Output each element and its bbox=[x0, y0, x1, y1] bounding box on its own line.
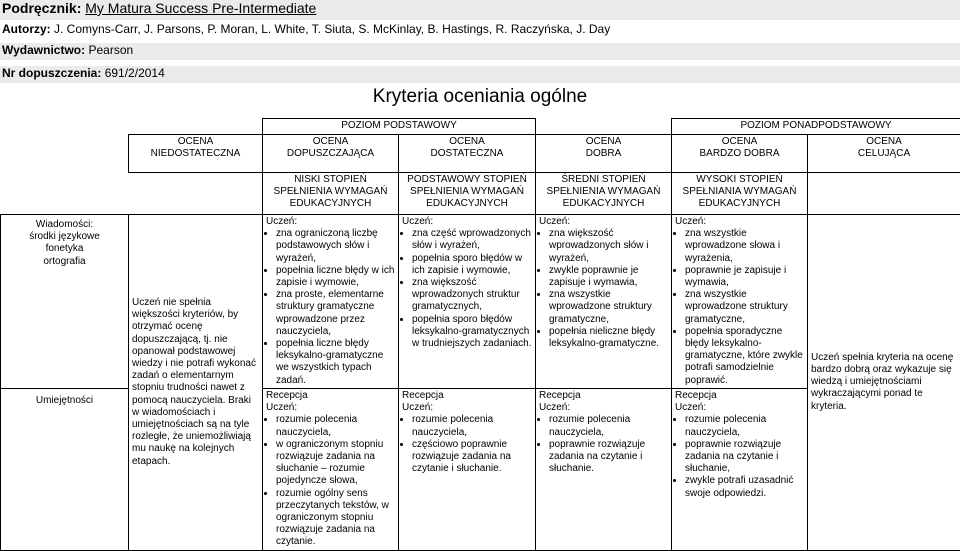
list-item: • rozumie ogólny sens przeczytanych tekstów, w ograniczonym stopniu rozwiązuje zadania na czytanie. bbox=[276, 488, 395, 549]
section-title: Recepcja bbox=[266, 390, 395, 402]
grade-header-good bbox=[536, 135, 672, 173]
student-heading: Uczeń: bbox=[402, 402, 532, 414]
grade-header-satisfactory bbox=[399, 135, 536, 173]
student-heading: Uczeń: bbox=[675, 216, 804, 228]
grade-name: CELUJĄCA bbox=[811, 148, 957, 160]
grade-word: OCENA bbox=[402, 136, 532, 148]
stage-header-basic bbox=[399, 173, 536, 215]
list-item: • zwykle potrafi uzasadnić swoje odpowiedzi. bbox=[685, 475, 804, 499]
section-title: Recepcja bbox=[539, 390, 668, 402]
grade-header-excellent bbox=[808, 135, 960, 173]
section-title: Recepcja bbox=[402, 390, 532, 402]
stage-line: EDUKACYJNYCH bbox=[402, 198, 532, 210]
insufficient-description: Uczeń nie spełnia większości kryteriów, by otrzymać ocenę dopuszczającą, tj. nie opanował podstawowej wiedzy i nie potrafi wykonać zadań o elementarnym stopniu trudności nawet z pomocą nauczyciela. Braki w wiadomościach i umiejętnościach są na tyle rozległe, że uniemożliwiają mu naukę na kolejnych etapach. bbox=[129, 215, 263, 551]
grade-word: OCENA bbox=[539, 136, 668, 148]
list-item: • poprawnie je zapisuje i wymawia, bbox=[685, 265, 804, 289]
list-item: • zna wszystkie wprowadzone struktury gramatyczne, bbox=[685, 289, 804, 326]
stage-line: NISKI STOPIEŃ bbox=[266, 174, 395, 186]
grade-header-sufficient bbox=[263, 135, 399, 173]
list-item: • rozumie polecenia nauczyciela, bbox=[276, 414, 395, 438]
list-item: • zna proste, elementarne struktury gramatyczne wprowadzone przez nauczyciela, bbox=[276, 289, 395, 338]
list-item: • popełnia liczne błędy w ich zapisie i wymowie, bbox=[276, 265, 395, 289]
blank-cell bbox=[1, 135, 129, 173]
publisher-label: Wydawnictwo: bbox=[2, 43, 85, 57]
list-item: • zna wszystkie wprowadzone struktury gramatyczne, bbox=[549, 289, 668, 326]
list-item: • popełnia sporo błędów leksykalno-gramatycznych w trudniejszych zadaniach. bbox=[412, 314, 532, 351]
grade-name: BARDZO DOBRA bbox=[675, 148, 804, 160]
list-item: • zna większość wprowadzonych struktur gramatycznych, bbox=[412, 277, 532, 314]
section-title: Recepcja bbox=[675, 390, 804, 402]
student-heading: Uczeń: bbox=[539, 402, 668, 414]
stage-line: PODSTAWOWY STOPIEŃ bbox=[402, 174, 532, 186]
grade-word: OCENA bbox=[675, 136, 804, 148]
list-item: • zwykle poprawnie je zapisuje i wymawia, bbox=[549, 265, 668, 289]
publisher-value: Pearson bbox=[88, 43, 133, 57]
satisfactory-knowledge bbox=[399, 215, 536, 389]
row-label-line: Wiadomości: bbox=[4, 219, 125, 231]
sufficient-skills bbox=[263, 389, 399, 551]
very-good-knowledge bbox=[672, 215, 808, 389]
list-item: • poprawnie rozwiązuje zadania na czytanie i słuchanie, bbox=[685, 439, 804, 476]
page-title: Kryteria oceniania ogólne bbox=[0, 86, 960, 108]
grade-word: OCENA bbox=[811, 136, 957, 148]
row-label-skills: Umiejętności bbox=[1, 389, 129, 551]
stage-line: WYSOKI STOPIEŃ bbox=[675, 174, 804, 186]
list-item: • zna wszystkie wprowadzone słowa i wyrażenia, bbox=[685, 228, 804, 265]
blank-cell bbox=[808, 173, 960, 215]
list-item: • częściowo poprawnie rozwiązuje zadania na czytanie i słuchanie. bbox=[412, 439, 532, 476]
stage-line: SPEŁNIENIA WYMAGAŃ bbox=[539, 186, 668, 198]
blank-cell bbox=[129, 119, 263, 135]
list-item: • rozumie polecenia nauczyciela, bbox=[549, 414, 668, 438]
stage-line: SPEŁNIENIA WYMAGAŃ bbox=[402, 186, 532, 198]
textbook-title[interactable]: My Matura Success Pre-Intermediate bbox=[85, 0, 316, 16]
list-item: • popełnia sporadyczne błędy leksykalno-gramatyczne, które zwykle potrafi samodzielnie poprawić. bbox=[685, 326, 804, 387]
blank-cell bbox=[1, 173, 129, 215]
stage-line: EDUKACYJNYCH bbox=[675, 198, 804, 210]
stage-line: EDUKACYJNYCH bbox=[539, 198, 668, 210]
list-item: • popełnia liczne błędy leksykalno-gramatyczne we wszystkich typach zadań. bbox=[276, 338, 395, 387]
stage-line: ŚREDNI STOPIEŃ bbox=[539, 174, 668, 186]
textbook-line bbox=[0, 0, 960, 20]
satisfactory-skills bbox=[399, 389, 536, 551]
sufficient-knowledge bbox=[263, 215, 399, 389]
student-heading: Uczeń: bbox=[675, 402, 804, 414]
authors-line bbox=[0, 22, 960, 36]
stage-header-medium bbox=[536, 173, 672, 215]
student-heading: Uczeń: bbox=[402, 216, 532, 228]
grade-word: OCENA bbox=[266, 136, 395, 148]
row-label-line: środki językowe bbox=[4, 231, 125, 243]
approval-label: Nr dopuszczenia: bbox=[2, 66, 101, 80]
row-label-line: fonetyka bbox=[4, 243, 125, 255]
grade-name: DOSTATECZNA bbox=[402, 148, 532, 160]
list-item: • rozumie polecenia nauczyciela, bbox=[412, 414, 532, 438]
list-item: • rozumie polecenia nauczyciela, bbox=[685, 414, 804, 438]
list-item: • zna większość wprowadzonych słów i wyrażeń, bbox=[549, 228, 668, 265]
student-heading: Uczeń: bbox=[539, 216, 668, 228]
stage-line: SPEŁNIENIA WYMAGAŃ bbox=[266, 186, 395, 198]
stage-header-low bbox=[263, 173, 399, 215]
excellent-description: Uczeń spełnia kryteria na ocenę bardzo dobrą oraz wykazuje się wiedzą i umiejętnościami wykraczającymi ponad te kryteria. bbox=[808, 215, 960, 551]
list-item: • zna ograniczoną liczbę podstawowych słów i wyrażeń, bbox=[276, 228, 395, 265]
authors-label: Autorzy: bbox=[2, 22, 51, 36]
grade-header-insufficient bbox=[129, 135, 263, 173]
approval-line bbox=[0, 66, 960, 83]
list-item: • zna część wprowadzonych słów i wyrażeń, bbox=[412, 228, 532, 252]
student-heading: Uczeń: bbox=[266, 216, 395, 228]
very-good-skills bbox=[672, 389, 808, 551]
grade-name: NIEDOSTATECZNA bbox=[132, 148, 259, 160]
approval-value: 691/2/2014 bbox=[105, 66, 165, 80]
publisher-line bbox=[0, 43, 960, 60]
good-skills bbox=[536, 389, 672, 551]
stage-header-high bbox=[672, 173, 808, 215]
blank-cell bbox=[536, 119, 672, 135]
blank-cell bbox=[1, 119, 129, 135]
grade-name: DOBRA bbox=[539, 148, 668, 160]
list-item: • poprawnie rozwiązuje zadania na czytanie i słuchanie. bbox=[549, 439, 668, 476]
row-label-line: ortografia bbox=[4, 256, 125, 268]
list-item: • w ograniczonym stopniu rozwiązuje zadania na słuchanie – rozumie pojedyncze słowa, bbox=[276, 439, 395, 488]
blank-cell bbox=[129, 173, 263, 215]
criteria-table bbox=[0, 118, 960, 551]
good-knowledge bbox=[536, 215, 672, 389]
grade-word: OCENA bbox=[132, 136, 259, 148]
stage-line: SPEŁNIANIA WYMAGAŃ bbox=[675, 186, 804, 198]
grade-name: DOPUSZCZAJĄCA bbox=[266, 148, 395, 160]
grade-header-very-good bbox=[672, 135, 808, 173]
list-item: • popełnia sporo błędów w ich zapisie i wymowie, bbox=[412, 253, 532, 277]
student-heading: Uczeń: bbox=[266, 402, 395, 414]
authors-value: J. Comyns-Carr, J. Parsons, P. Moran, L. White, T. Siuta, S. McKinlay, B. Hastings, R. Raczyńska, J. Day bbox=[54, 22, 610, 36]
stage-line: EDUKACYJNYCH bbox=[266, 198, 395, 210]
list-item: • popełnia nieliczne błędy leksykalno-gramatyczne. bbox=[549, 326, 668, 350]
level-advanced-header: POZIOM PONADPODSTAWOWY bbox=[672, 119, 960, 135]
level-basic-header: POZIOM PODSTAWOWY bbox=[263, 119, 536, 135]
textbook-label: Podręcznik: bbox=[2, 0, 81, 16]
row-label-knowledge bbox=[1, 215, 129, 389]
